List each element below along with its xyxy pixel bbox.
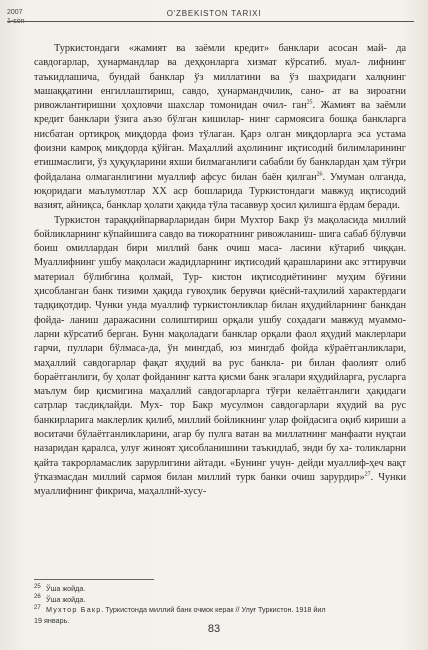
header-divider (7, 21, 414, 22)
footnote-ref-27: 27 (364, 471, 371, 478)
footnote-27: $^{27}$ Мухтор Бакр. Туркистонда миллий банк очмок керак // Улуғ Туркистон. 1918 йил (34, 604, 326, 615)
body-text (34, 42, 406, 500)
paragraph-1: Туркистондаги «жамият ва заёмли кредит» банклари асосан май- да савдогарлар, ҳунармандлар ва деҳқонларга хизмат кўрсатиб. муал- лифнинг таъкидлашича, бундай банклар ўз миллатини ва ўз шаҳридаги халқнинг машаққатини енгиллаштириш, савдо, ҳунармандчилик, сано- ат ва зироатни ривожлантиришни ҳоҳловчи шахслар томонидан очил- ган$^{25}$. Жамият ва заёмли кредит банклари ўзига аъзо бўлган кишилар- нинг сармоясига бошқа банкларга нисбатан ортиқроқ миқдорда фоиз тўлаган. Қарз олган миқдорларга эса устама фоизни камроқ миқдорда қўйган. Маҳаллий аҳолининг иқтисодий билимларининг етишмаслиги, ўз ҳуқуқларини яхши билмаганлиги сабабли бу банклардан ҳам тўғри фойдалана олмаганлигини муаллиф афсус билан баён қилган$^{26}$. Умуман олганда, юқоридаги маълумотлар XX аср бошларида Туркистондаги мавжуд иқтисодий вазият, айниқса, банклар ҳолати ҳақида тўла тасаввур ҳосил қилишга ёрдам беради. (34, 43, 406, 212)
footnote-ref-26: 26 (316, 171, 323, 178)
footnote-26: $^{26}$ Ўша жойда. (34, 594, 86, 604)
page-number: 83 (207, 623, 221, 635)
footnotes (34, 584, 406, 626)
paragraph-2: Туркистон тараққийпарварларидан бири Мухтор Бакр ўз мақоласида миллий бойликларнинг кўпайишига савдо ва тижоратнинг ривожланиш- шига сабаб бўлувчи боиш омиллардан бири миллий банк очиш маса- ласини кўтариб чиққан. Муаллифнинг ушбу мақоласи жадидларнинг иқтисодий қарашларини акс эттирувчи материал бўлибгина қолмай, Тур- кистон иқтисодиётининг муҳим бўғини ҳисобланган банк тизими ҳақида гувоҳлик берувчи қиёсий-таҳлилий характердаги тадқиқотдир. Чунки унда муаллиф туркистонликлар билан яҳудийларнинг банкдан фойда- ланиш даражасини солиштириш орқали ушбу соҳадаги мавжуд муаммо- ларни кўрсатиб берган. Бунн мақоладаги банклар орқали фаол яҳудий маклерлари гарчи, пуллари бўлмаса-да, ўн мингдаб, юз мингдаб фойда кўраётганликлари, маҳаллий савдогарлар фақат яҳудий ва рус банкла- ри билан фаолият олиб бораётганлиги, бу ҳолат фойданинг катта қисми банк эгалари яҳудийларга, русларга маълум бир қисмигина маҳаллий савдогарларга тўғри келаётганлиги ҳақидаги сатрлар тасдиқлайди. Мух- тор Бакр мусулмон савдогарлари яҳудий ва рус банкирларига маклерлик қилиб, миллий бойликнинг улар фойдасига оқиб кириши а воситачи бўлаётганликларини, агар бу пулга ватан ва миллатнинг манфаати нуқтаи назаридан қаралса, улуғ жиноят ҳисобланишини таъкидлаб, энди бу ха- толикларни қайта такрорламаслик зарурлигини айтади. «Бунинг учун- дейди муаллиф-ҳеч вақт ўтказмасдан миллий сармоя билан миллий турк банки очиш зарурдир»$^{27}$. Чунки муаллифнинг фикрича, маҳаллий-хусу- (34, 214, 407, 498)
footnote-27-continued: 19 январь. (34, 615, 70, 625)
footnote-divider (34, 579, 154, 580)
footnote-25: $^{25}$ Ўша жойда. (34, 583, 86, 593)
journal-title: O'ZBEKISTON TARIXI (166, 9, 262, 18)
header-year: 2007 (7, 9, 23, 16)
footnote-ref-25: 25 (306, 99, 313, 106)
footnote-author: Мухтор Бакр (46, 605, 102, 615)
